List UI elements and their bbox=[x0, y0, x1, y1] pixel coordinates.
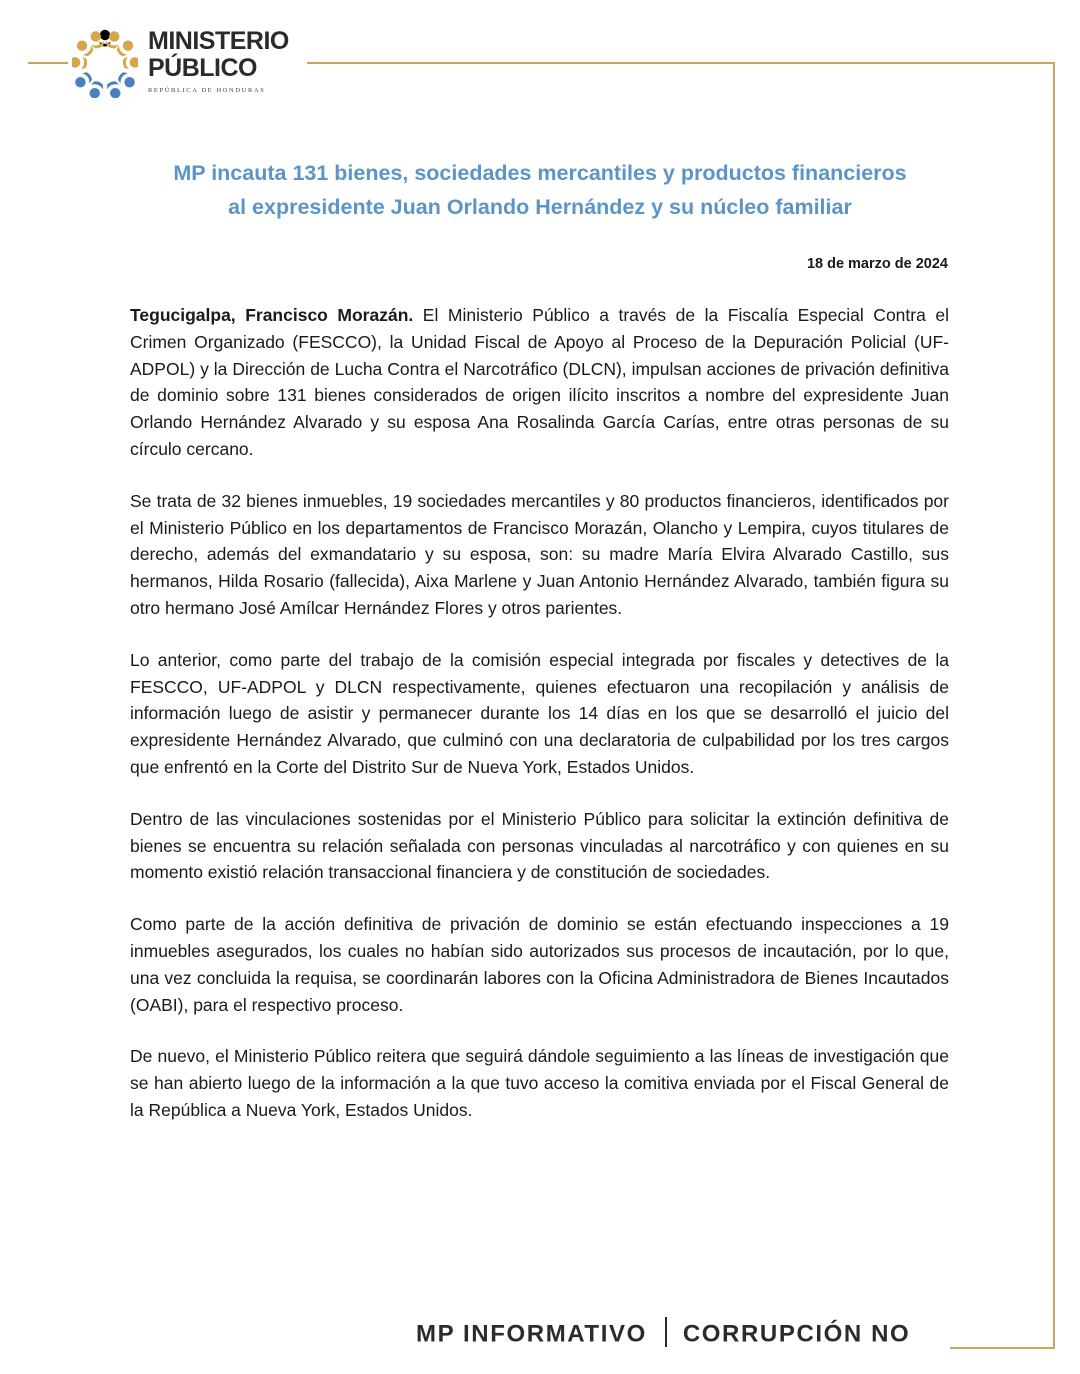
logo-line-publico: PÚBLICO bbox=[148, 54, 257, 82]
paragraph-1-text: El Ministerio Público a través de la Fiscalía Especial Contra el Crimen Organizado (FESCCO), la Unidad Fiscal de Apoyo al Proceso de la Depuración Policial (UF-ADPOL) y la Dirección de Lucha Contra el Narcotráfico (DLCN), impulsan acciones de privación definitiva de dominio sobre 131 bienes considerados de origen ilícito inscritos a nombre del expresidente Juan Orlando Hernández Alvarado y su esposa Ana Rosalinda García Carías, entre otras personas de su círculo cercano. bbox=[130, 305, 949, 459]
footer-slogan bbox=[416, 1320, 910, 1350]
paragraph-6: De nuevo, el Ministerio Público reitera que seguirá dándole seguimiento a las líneas de investigación que se han abierto luego de la información a la que tuvo acceso la comitiva enviada por el Fiscal General de la República a Nueva York, Estados Unidos. bbox=[130, 1046, 949, 1120]
frame-line-top-right bbox=[307, 62, 1055, 64]
ministerio-publico-logo bbox=[72, 26, 312, 102]
paragraph-5: Como parte de la acción definitiva de privación de dominio se están efectuando inspecciones a 19 inmuebles asegurados, los cuales no habían sido autorizados sus procesos de incautación, por lo que, una vez concluida la requisa, se coordinarán labores con la Oficina Administradora de Bienes Incautados (OABI), para el respectivo proceso. bbox=[130, 914, 949, 1015]
logo-wordmark bbox=[148, 28, 289, 94]
paragraph-3: Lo anterior, como parte del trabajo de la comisión especial integrada por fiscales y detectives de la FESCCO, UF-ADPOL y DLCN respectivamente, quienes efectuaron una recopilación y análisis de información luego de asistir y permanecer durante los 14 días en los que se desarrolló el juicio del expresidente Hernández Alvarado, que culminó con una declaratoria de culpabilidad por los tres cargos que enfrentó en la Corte del Distrito Sur de Nueva York, Estados Unidos. bbox=[130, 649, 949, 777]
dateline: Tegucigalpa, Francisco Morazán. bbox=[130, 305, 414, 325]
frame-line-bottom bbox=[950, 1347, 1055, 1349]
paragraph-1 bbox=[130, 302, 949, 463]
release-date: 18 de marzo de 2024 bbox=[806, 256, 948, 272]
paragraph-4: Dentro de las vinculaciones sostenidas por el Ministerio Público para solicitar la extinción definitiva de bienes se encuentra su relación señalada con personas vinculadas al narcotráfico y con quienes en su momento existió relación transaccional financiera y de constitución de sociedades. bbox=[130, 808, 949, 883]
press-release-body bbox=[130, 302, 949, 1149]
title-line-1: MP incauta 131 bienes, sociedades mercantiles y productos financieros bbox=[173, 161, 907, 185]
footer-divider bbox=[665, 1317, 667, 1347]
footer-corrupcion-no: CORRUPCIÓN NO bbox=[682, 1320, 911, 1348]
title-line-2: al expresidente Juan Orlando Hernández y su núcleo familiar bbox=[228, 195, 852, 219]
footer-mp-informativo: MP INFORMATIVO bbox=[416, 1320, 647, 1348]
press-release-title bbox=[80, 156, 1000, 224]
paragraph-2: Se trata de 32 bienes inmuebles, 19 sociedades mercantiles y 80 productos financieros, identificados por el Ministerio Público en los departamentos de Francisco Morazán, Olancho y Lempira, cuyos titulares de derecho, además del exmandatario y su esposa, son: su madre María Elvira Alvarado Castillo, sus hermanos, Hilda Rosario (fallecida), Aixa Marlene y Juan Antonio Hernández Alvarado, también figura su otro hermano José Amílcar Hernández Flores y otros parientes. bbox=[130, 490, 949, 618]
logo-line-ministerio: MINISTERIO bbox=[148, 27, 289, 55]
people-circle-emblem-icon bbox=[72, 28, 138, 98]
frame-line-right bbox=[1053, 62, 1055, 1349]
logo-subtitle: REPÚBLICA DE HONDURAS bbox=[148, 87, 266, 94]
frame-line-top-left bbox=[28, 62, 68, 64]
